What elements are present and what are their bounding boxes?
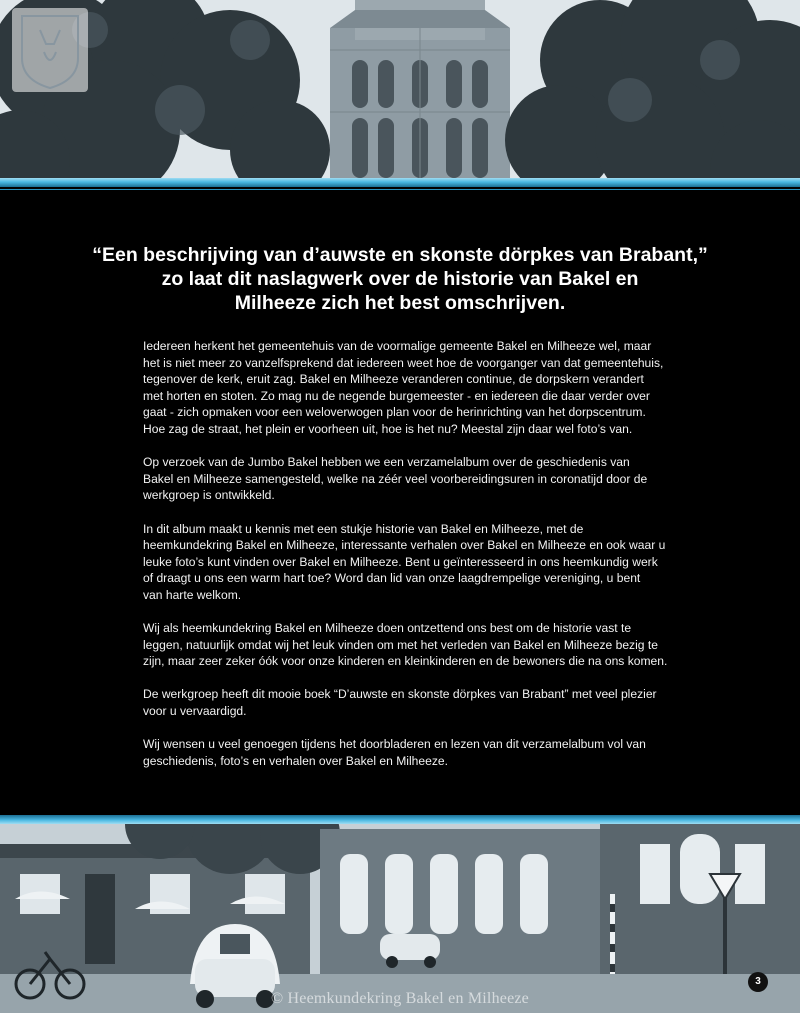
text-line: Iedereen herkent het gemeentehuis van de voormalige gemeente Bakel en Milheeze wel, maar bbox=[143, 339, 652, 353]
church-tower-photo bbox=[0, 0, 800, 183]
text-line: Wij als heemkundekring Bakel en Milheeze doen ontzettend ons best om de historie vast te bbox=[143, 621, 632, 636]
text-line: In dit album maakt u kennis met een stukje historie van Bakel en Milheeze, met de bbox=[143, 521, 584, 536]
quote-heading bbox=[60, 243, 740, 315]
text-line: voor u vervaardigd. bbox=[143, 704, 247, 719]
text-line: leuke foto’s kunt vinden over Bakel en Milheeze. Bent u geïnteresseerd in ons heemkundig werk bbox=[143, 554, 658, 569]
paragraph bbox=[143, 686, 668, 719]
text-line: gaat - zich opmaken voor een weloverwogen plan voor de herinrichting van het dorpscentrum. bbox=[143, 405, 646, 420]
text-line: zijn, maar zeer zeker óók voor onze kinderen en kleinkinderen en de bewoners die na ons komen. bbox=[143, 654, 668, 669]
paragraph bbox=[143, 620, 668, 670]
text-line: heemkundekring Bakel en Milheeze, interessante verhalen over Bakel en Milheeze en ook waar u bbox=[143, 538, 666, 553]
quote-line: zo laat dit naslagwerk over de historie van Bakel en bbox=[161, 268, 639, 290]
paragraph bbox=[143, 338, 668, 438]
town-square-photo bbox=[0, 824, 800, 1013]
town-hall bbox=[320, 824, 800, 999]
text-line: De werkgroep heeft dit mooie boek “D’auwste en skonste dörpkes van Brabant” met veel plezier bbox=[143, 687, 657, 702]
page-number: 3 bbox=[748, 972, 768, 992]
text-line: Bakel en Milheeze samengesteld, welke na zéér veel voorbereidingsuren in coronatijd door de bbox=[143, 471, 648, 486]
watermark: © Heemkundekring Bakel en Milheeze bbox=[271, 990, 529, 1007]
quote-line: Milheeze zich het best omschrijven. bbox=[234, 292, 566, 314]
body-text bbox=[143, 338, 668, 786]
paragraph bbox=[143, 521, 668, 604]
text-line: Op verzoek van de Jumbo Bakel hebben we een verzamelalbum over de geschiedenis van bbox=[143, 455, 630, 470]
bottom-accent-stripe bbox=[0, 815, 800, 824]
top-accent-stripe bbox=[0, 178, 800, 187]
text-line: leggen, natuurlijk omdat wij het leuk vinden om met het verleden van Bakel en Milheeze bezig te bbox=[143, 637, 658, 652]
text-line: Hoe zag de straat, het plein er voorheen uit, hoe is het nu? Meestal zijn daar wel foto’s van. bbox=[143, 421, 633, 436]
heemkundekring-logo bbox=[12, 8, 88, 92]
text-line: met horten en stoten. Zo mag nu de negende burgemeester - en iedereen die daar verder over bbox=[143, 388, 650, 403]
text-line: of draagt u ons een warm hart toe? Word dan lid van onze laagdrempelige vereniging, u bent bbox=[143, 571, 641, 586]
text-line: geschiedenis, foto’s en verhalen over Bakel en Milheeze. bbox=[143, 753, 448, 768]
text-line: van harte welkom. bbox=[143, 587, 242, 602]
paragraph bbox=[143, 454, 668, 504]
text-line: Wij wensen u veel genoegen tijdens het doorbladeren en lezen van dit verzamelalbum vol van bbox=[143, 737, 646, 752]
text-line: het is niet meer zo vanzelfsprekend dat iedereen weet hoe de voorganger van dat gemeentehuis, bbox=[143, 355, 664, 370]
paragraph bbox=[143, 736, 668, 769]
church-tower bbox=[330, 0, 510, 183]
text-line: tegenover de kerk, eruit zag. Bakel en Milheeze veranderen continue, de dorpskern verandert bbox=[143, 372, 644, 387]
text-line: werkgroep is ontwikkeld. bbox=[143, 488, 275, 503]
quote-line: “Een beschrijving van d’auwste en skonste dörpkes van Brabant,” bbox=[92, 244, 708, 266]
